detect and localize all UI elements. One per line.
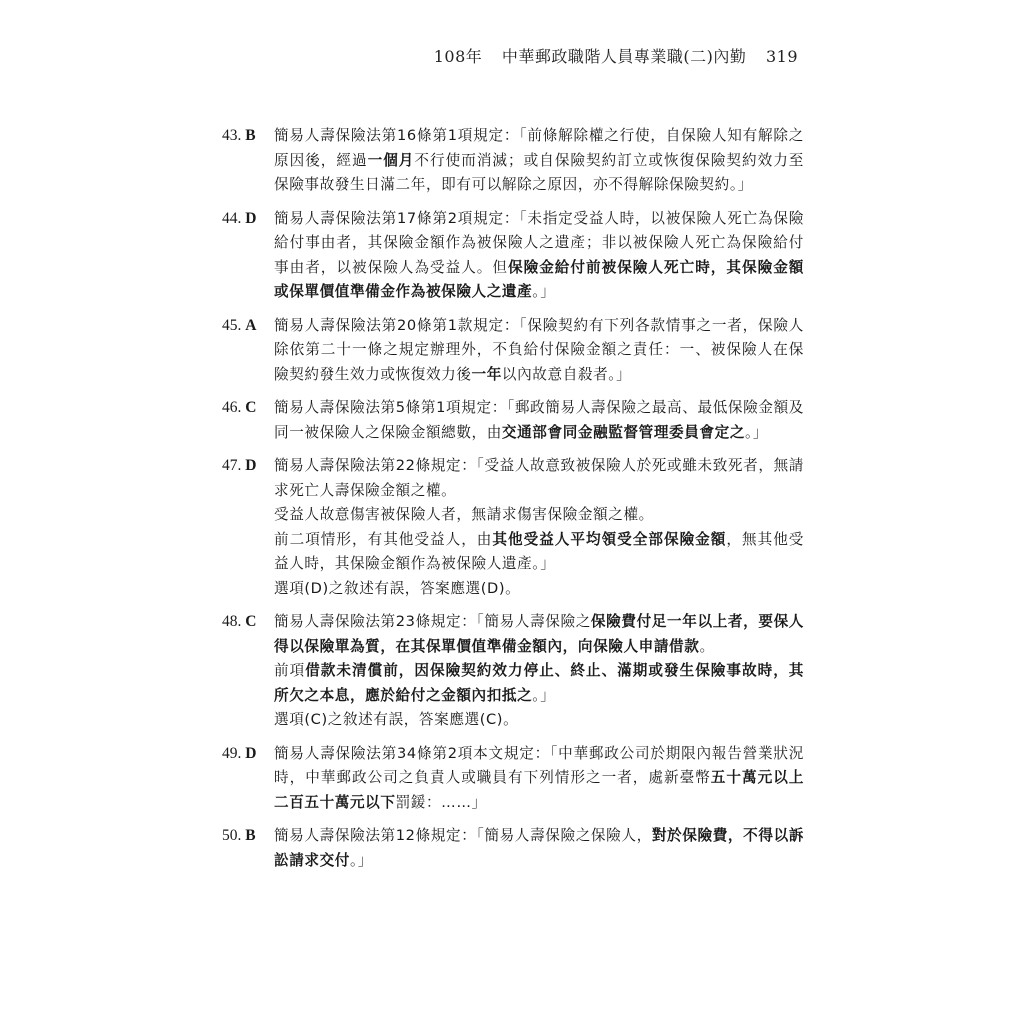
explanation-text — [274, 207, 804, 305]
text-run: 簡易人壽保險法第20條第1款規定：「保險契約有下列各款情事之一者，保險人除依第二十一條之規定辦理外，不負給付保險金額之責任：一、被保險人在保險契約發生效力或恢復效力後 — [274, 316, 804, 383]
answer-letter: D — [245, 744, 257, 762]
question-index: 46. — [222, 399, 242, 416]
emphasis-text: 借款未清償前，因保險契約效力停止、終止、滿期或發生保險事故時，其所欠之本息，應於給付之金額內扣抵之 — [274, 662, 804, 704]
text-run: 簡易人壽保險法第23條規定：「簡易人壽保險之 — [274, 613, 591, 630]
text-run: 簡易人壽保險法第34條第2項本文規定：「中華郵政公司於期限內報告營業狀況時，中華郵政公司之負責人或職員有下列情形之一者，處新臺幣 — [274, 744, 804, 786]
question-index: 43. — [222, 127, 242, 144]
explanation-paragraph — [274, 314, 804, 388]
answer-letter: B — [245, 127, 256, 144]
answer-letter: B — [245, 827, 256, 844]
explanation-paragraph — [274, 207, 804, 305]
emphasis-text: 對於保險費，不得以訴訟請求交付 — [274, 827, 804, 869]
explanation-paragraph — [274, 708, 804, 733]
text-run: 簡易人壽保險法第5條第1項規定：「郵政簡易人壽保險之最高、最低保險金額及同一被保險人之保險金額總數，由 — [274, 399, 804, 441]
explanation-paragraph — [274, 124, 804, 198]
header-year: 108年 — [433, 47, 483, 66]
explanation-paragraph — [274, 824, 804, 873]
explanation-paragraph — [274, 528, 804, 577]
answer-item — [222, 824, 804, 873]
text-run: 以內故意自殺者。」 — [501, 365, 632, 383]
question-index: 44. — [222, 209, 242, 227]
answer-item — [222, 314, 804, 388]
text-run: 簡易人壽保險法第16條第1項規定：「前條解除權之行使，自保險人知有解除之原因後，經過 — [274, 127, 804, 169]
emphasis-text: 其他受益人平均領受全部保險金額 — [492, 530, 727, 548]
emphasis-text: 五十萬元以上二百五十萬元以下 — [274, 769, 804, 811]
question-number — [222, 124, 274, 149]
explanation-paragraph — [274, 610, 804, 659]
text-run: 。」 — [532, 686, 556, 704]
question-index: 47. — [222, 457, 242, 474]
text-run: 前二項情形，有其他受益人，由 — [274, 530, 493, 548]
text-run: 。」 — [349, 851, 374, 869]
answer-item — [222, 742, 804, 816]
explanation-text — [274, 454, 804, 601]
question-number — [222, 742, 274, 767]
emphasis-text: 一個月 — [367, 151, 415, 169]
emphasis-text: 一年 — [471, 365, 502, 383]
explanation-text — [274, 742, 804, 816]
text-run: 不行使而消滅；或自保險契約訂立或恢復保險契約效力至保險事故發生日滿二年，即有可以解除之原因，亦不得解除保險契約。」 — [274, 151, 804, 193]
question-number — [222, 396, 274, 421]
emphasis-text: 保險費付足一年以上者，要保人得以保險單為質，在其保單價值準備金額內，向保險人申請借款 — [274, 613, 804, 655]
answer-letter: C — [245, 399, 257, 416]
answer-letter: D — [245, 457, 257, 474]
emphasis-text: 交通部會同金融監督管理委員會定之 — [501, 423, 746, 441]
answer-item — [222, 454, 804, 601]
header-title: 中華郵政職階人員專業職(二)內勤 — [501, 47, 747, 66]
text-run: 簡易人壽保險法第17條第2項規定：「未指定受益人時，以被保險人死亡為保險給付事由者，其保險金額作為被保險人之遺產；非以被保險人死亡為保險給付事由者，以被保險人為受益人。但 — [274, 209, 804, 276]
text-run: 受益人故意傷害被保險人者，無請求傷害保險金額之權。 — [274, 506, 654, 523]
answer-item — [222, 207, 804, 305]
explanation-paragraph — [274, 454, 804, 503]
text-run: 。」 — [532, 283, 556, 300]
answer-item — [222, 396, 804, 445]
explanation-text — [274, 314, 804, 388]
question-index: 48. — [222, 613, 242, 630]
text-run: 簡易人壽保險法第22條規定：「受益人故意致被保險人於死或雖未致死者，無請求死亡人壽保險金額之權。 — [274, 457, 804, 499]
text-run: 罰鍰：……」 — [395, 793, 487, 811]
explanation-paragraph — [274, 659, 804, 708]
answer-explanations — [222, 124, 804, 882]
explanation-paragraph — [274, 396, 804, 445]
header-page-number: 319 — [765, 47, 798, 66]
answer-item — [222, 124, 804, 198]
text-run: 選項(C)之敘述有誤，答案應選(C)。 — [274, 711, 519, 728]
emphasis-text: 保險金給付前被保險人死亡時，其保險金額或保單價值準備金作為被保險人之遺產 — [274, 258, 804, 300]
explanation-text — [274, 124, 804, 198]
question-index: 49. — [222, 744, 242, 762]
answer-letter: C — [245, 613, 257, 630]
question-index: 50. — [222, 827, 242, 844]
question-number — [222, 610, 274, 635]
explanation-text — [274, 824, 804, 873]
running-header — [434, 44, 798, 67]
text-run: 。 — [699, 637, 715, 655]
question-number — [222, 207, 274, 232]
answer-item — [222, 610, 804, 733]
explanation-paragraph — [274, 577, 804, 602]
answer-letter: A — [245, 316, 257, 334]
text-run: 簡易人壽保險法第12條規定：「簡易人壽保險之保險人， — [274, 827, 652, 844]
text-run: ，無其他受益人時，其保險金額作為被保險人遺產。」 — [274, 530, 804, 572]
text-run: 。」 — [745, 423, 769, 441]
explanation-text — [274, 610, 804, 733]
question-index: 45. — [222, 316, 242, 334]
question-number — [222, 454, 274, 479]
question-number — [222, 824, 274, 849]
explanation-paragraph — [274, 503, 804, 528]
explanation-paragraph — [274, 742, 804, 816]
text-run: 前項 — [274, 662, 306, 679]
text-run: 選項(D)之敘述有誤，答案應選(D)。 — [274, 579, 521, 597]
question-number — [222, 314, 274, 339]
answer-letter: D — [245, 209, 257, 227]
explanation-text — [274, 396, 804, 445]
